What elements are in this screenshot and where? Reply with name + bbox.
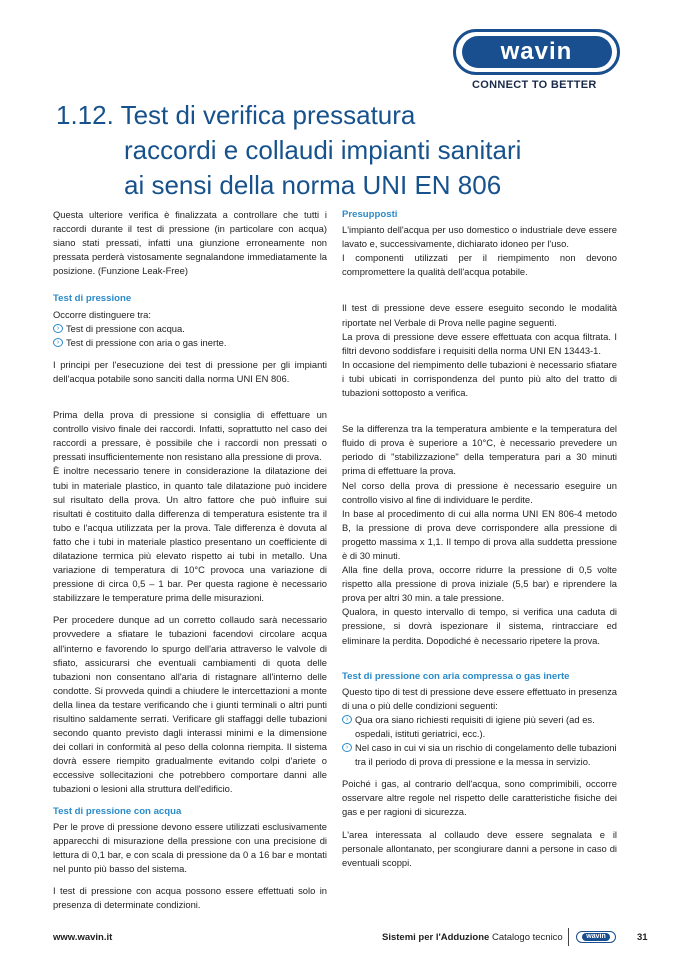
differenza-paragraph-3: In base al procedimento di cui alla norma UNI EN 806-4 metodo B, la pressione di prova deve corrispondere alla pressione di progetto massima x 1,1. Il tempo di prova alla suddetta pressione è di 30 minuti. — [342, 507, 617, 561]
title-line-3: ai sensi della norma UNI EN 806 — [124, 170, 502, 200]
distinguish-text: Occorre distinguere tra: — [53, 308, 151, 320]
differenza-paragraph-2: Nel corso della prova di pressione è necessario eseguire un controllo visivo al fine di individuare le perdite. — [342, 479, 617, 505]
left-column — [53, 208, 327, 920]
footer-catalog-bold: Sistemi per l'Adduzione — [382, 932, 490, 943]
list-item — [53, 336, 327, 350]
list-item — [342, 741, 617, 769]
footer-wavin-logo — [576, 931, 616, 943]
footer-url[interactable]: www.wavin.it — [53, 932, 113, 943]
acqua-conditions-paragraph: I test di pressione con acqua possono essere effettuati solo in presenza di determinate condizioni. — [53, 885, 327, 911]
circle-arrow-icon: › — [342, 743, 352, 752]
aria-paragraph: Questo tipo di test di pressione deve essere effettuato in presenza di una o più delle condizioni seguenti: — [342, 685, 617, 711]
gas-paragraph: Poiché i gas, al contrario dell'acqua, sono comprimibili, occorre osservare altre regole nel rispetto delle caratteristiche fisiche dei gas e per ragioni di sicurezza. — [342, 778, 617, 818]
circle-arrow-icon: › — [53, 338, 63, 347]
title-line-2: raccordi e collaudi impianti sanitari — [124, 135, 522, 165]
presupposti-paragraph-1: L'impianto dell'acqua per uso domestico o industriale deve essere lavato e, successivamente, dichiarato idoneo per l'uso. — [342, 224, 617, 250]
list-item-text: Nel caso in cui vi sia un rischio di congelamento delle tubazioni tra il periodo di prova di pressione e la messa in servizio. — [355, 742, 617, 768]
area-paragraph: L'area interessata al collaudo deve essere segnalata e il personale allontanato, per scongiurare danni a persone in caso di eventuali scoppi. — [342, 828, 617, 868]
section-heading-presupposti: Presupposti — [342, 209, 398, 220]
footer-catalog — [382, 932, 563, 943]
modalita-paragraph-1: Il test di pressione deve essere eseguito secondo le modalità riportate nel Verbale di Prova nelle pagine seguenti. — [342, 302, 617, 328]
modalita-paragraph-2: La prova di pressione deve essere effettuata con acqua filtrata. I filtri devono soddisfare i requisiti della norma UNI EN 13443-1. — [342, 330, 617, 356]
title-line-1: 1.12. Test di verifica pressatura — [56, 100, 416, 130]
list-item-text: Test di pressione con aria o gas inerte. — [66, 336, 227, 348]
footer-catalog-rest: Catalogo tecnico — [489, 932, 563, 943]
footer-logo-text: wavin — [582, 933, 609, 941]
circle-arrow-icon: › — [53, 324, 63, 333]
inoltre-paragraph: È inoltre necessario tenere in considerazione la dilatazione dei tubi in materiale plastico, in quanto tale dilatazione può incidere sul risultato della prova. Un altro fattore che può influire sui risultati è costituito dalla differenza di temperatura esistente tra il tubo e l'acqua utilizzata per la prova. Tale differenza è dovuta al fatto che i tubi in materiale plastico presentano un coefficiente di dilatazione termica più elevato rispetto ai tubi in metallo. Una variazione di temperatura di 10°C provoca una variazione di pressione di circa 0,5 – 1 bar. Per questa ragione è necessario stabilizzare le temperature prima delle misurazioni. — [53, 465, 327, 604]
page-title — [56, 98, 521, 203]
principles-paragraph: I principi per l'esecuzione dei test di pressione per gli impianti dell'acqua potabile sono sanciti dalla norma UNI EN 806. — [53, 358, 327, 384]
intro-paragraph: Questa ulteriore verifica è finalizzata a controllare che tutti i raccordi durante il test di pressione (in particolare con acqua) siano stati pressati, infatti una giunzione erroneamente non pressata perderà vistosamente segnalandone immediatamente la posizione. (Funzione Leak-Free) — [53, 209, 327, 277]
tagline: CONNECT TO BETTER — [472, 79, 597, 91]
section-heading-acqua: Test di pressione con acqua — [53, 805, 182, 817]
list-item — [342, 713, 617, 741]
differenza-paragraph-1: Se la differenza tra la temperatura ambiente e la temperatura del fluido di prova è superiore a 10°C, è necessario prevedere un periodo di "stabilizzazione" della temperatura pari a 30 minuti prima di effettuare la prova. — [342, 423, 617, 477]
section-heading-aria: Test di pressione con aria compressa o gas inerte — [342, 670, 570, 682]
list-item-text: Qua ora siano richiesti requisiti di igiene più severi (ad es. ospedali, istituti geriatrici, ecc.). — [355, 713, 595, 739]
page-number: 31 — [637, 932, 648, 943]
section-heading-test-pressione: Test di pressione — [53, 293, 132, 305]
right-column — [342, 208, 617, 878]
modalita-paragraph-3: In occasione del riempimento delle tubazioni è necessario sfiatare i tubi ubicati in corrispondenza del punto più alto del tratto di tubazioni sottoposto a verifica. — [342, 358, 617, 399]
circle-arrow-icon: › — [342, 715, 352, 724]
procedere-paragraph: Per procedere dunque ad un corretto collaudo sarà necessario provvedere a sfiatare le tubazioni facendovi circolare acqua all'interno e favorendo lo spurgo dell'aria attraverso le valvole di sfiato, assicurarsi che eventuali cambiamenti di quota delle tubazioni non consentano all'aria di ristagnare all'interno delle condotte. Si provveda quindi a chiudere le intercettazioni a monte della linea da testare verificando che i giunti terminali o altri punti risultino saldamente serrati. Verificare gli staffaggi delle tubazioni secondo quanto previsto dagli interassi minimi e la dimensione dei collari in conformità al peso della colonna riempita. Il sistema dovrà essere riempito gradualmente evitando colpi d'ariete o eccessive sollecitazioni che potrebbero comportare danni alle tubazioni o lesioni alla struttura dell'edificio. — [53, 614, 327, 795]
differenza-paragraph-5: Qualora, in questo intervallo di tempo, si verifica una caduta di pressione, si dovrà ispezionare il sistema, rintracciare ed eliminare la perdita. Dopodiché è necessario ripetere la prova. — [342, 606, 617, 646]
acqua-paragraph: Per le prove di pressione devono essere utilizzati esclusivamente apparecchi di misurazione della pressione con una precisione di lettura di 0,1 bar, e con scala di pressione da 0 a 16 bar e montati nel punto più basso del sistema. — [53, 820, 327, 874]
footer-divider — [568, 928, 569, 946]
wavin-logo — [453, 29, 620, 75]
list-item-text: Test di pressione con acqua. — [66, 322, 185, 334]
prima-paragraph: Prima della prova di pressione si consiglia di effettuare un controllo visivo finale dei raccordi. Infatti, soprattutto nel caso dei raccordi a pressare, è possibile che i raccordi non pressati o pressati insufficientemente non resistano alla pressione di prova. — [53, 409, 327, 463]
differenza-paragraph-4: Alla fine della prova, occorre ridurre la pressione di 0,5 volte rispetto alla pressione di prova iniziale (5,5 bar) e riprendere la prova per altri 30 min. a tale pressione. — [342, 564, 617, 604]
list-item — [53, 322, 327, 336]
page-footer — [0, 928, 678, 948]
presupposti-paragraph-2: I componenti utilizzati per il riempimento non devono compromettere la qualità dell'acqua potabile. — [342, 252, 617, 278]
logo-text: wavin — [462, 36, 612, 68]
